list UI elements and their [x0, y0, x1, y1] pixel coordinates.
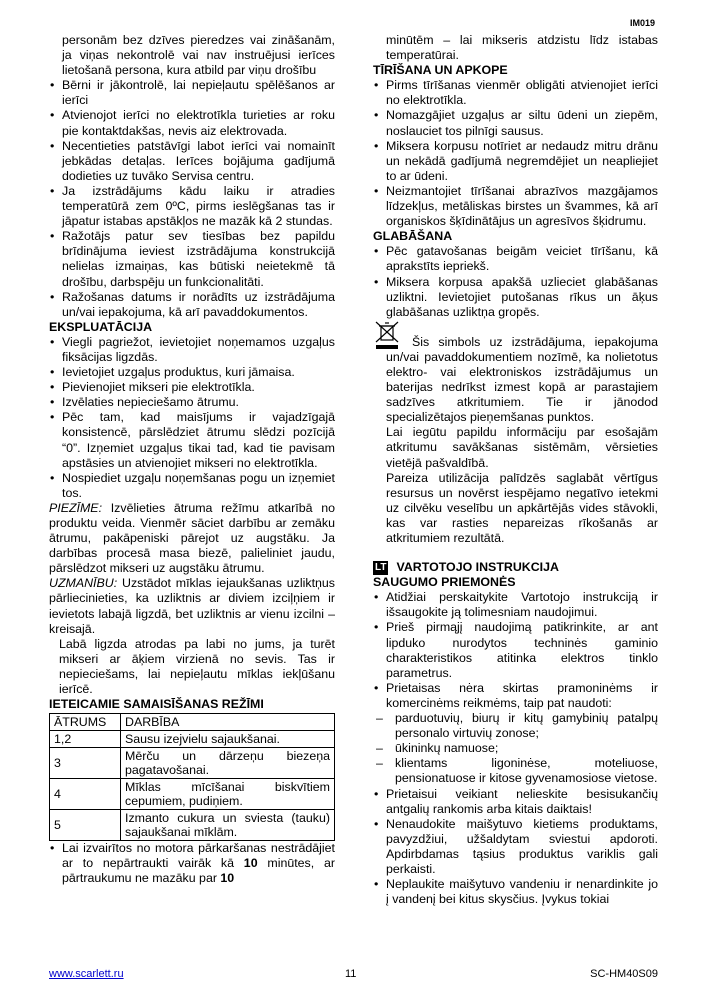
safety-list	[49, 78, 335, 320]
list-item: • Prieš pirmąjį naudojimą patikrinkite, ar ant lipduko nurodytos techninės gaminio charakteristikos atitinka elektros tinklo parametrus.	[373, 620, 658, 680]
list-item: • Necentieties patstāvīgi labot ierīci vai nomainīt jebkādas detaļas. Ierīces bojājuma gadījumā dodieties uz tuvāko Servisa centru.	[49, 139, 335, 184]
table-row	[50, 779, 335, 810]
list-item: • Izvēlaties nepieciešamo ātrumu.	[49, 395, 335, 410]
list-item: • Nomazgājiet uzgaļus ar siltu ūdeni un ziepēm, noslauciet tos pilnīgi sausus.	[373, 108, 658, 138]
table-cell: Mīklas mīcīšanai biskvītiem cepumiem, pudiņiem.	[121, 779, 335, 810]
page-number: 11	[345, 968, 357, 980]
crossed-bin-icon	[373, 320, 401, 350]
table-cell: 5	[50, 810, 121, 841]
overheat-text-a: Lai izvairītos no motora pārkaršanas nestrādājiet ar to nepārtraukti vairāk kā	[62, 841, 335, 871]
lt-language-badge: LT	[375, 561, 387, 573]
list-item: • Atidžiai perskaitykite Vartotojo instrukciją ir išsaugokite ją tolimesniam naudojimui.	[373, 590, 658, 620]
note-text: Izvēlieties ātruma režīmu atkarībā no produktu veida. Vienmēr sāciet darbību ar zemāku ātrumu, pakāpeniski pārejot uz augstāku. Ja darbības procesā masa biezē, palieliniet jaudu, pārslēdzot mikseri uz augstāku ātrumu.	[49, 500, 335, 576]
overheat-list-item	[49, 841, 335, 886]
list-item: • Neplaukite maišytuvo vandeniu ir nenardinkite jo į vandenį bei kitus skysčius. Įvykus tokiai	[373, 877, 658, 907]
table-cell: 4	[50, 779, 121, 810]
table-cell: Sausu izejvielu sajaukšanai.	[121, 731, 335, 748]
table-cell: Mērču un dārzeņu biezeņa pagatavošanai.	[121, 748, 335, 779]
table-cell: 1,2	[50, 731, 121, 748]
section-heading-storage: GLABĀŠANA	[373, 229, 453, 244]
list-item: • Pirms tīrīšanas vienmēr obligāti atvienojiet ierīci no elektrotīkla.	[373, 78, 658, 108]
left-column	[49, 33, 335, 887]
intro-paragraph: personām bez dzīves pieredzes vai zināšanām, ja viņas nekontrolē vai nav instruējusi ierīces lietošanā persona, kura atbild par viņu drošību	[62, 33, 335, 78]
list-item: • Miksera korpusu notīriet ar nedaudz mitru drānu un nekādā gadījumā negremdējiet un neapliejiet to ar ūdeni.	[373, 139, 658, 184]
website-link[interactable]: www.scarlett.ru	[49, 968, 124, 980]
section-heading-usage: EKSPLUATĀCIJA	[49, 319, 153, 334]
list-item: • Prietaisas nėra skirtas pramoninėms ir komercinėms reikmėms, taip pat naudoti:	[373, 681, 658, 711]
lt-safety-list	[373, 590, 658, 907]
weee-paragraph: Šis simbols uz izstrādājuma, iepakojuma un/vai pavaddokumentiem nozīmē, ka nolietotus elektro- vai elektroniskos izstrādājumus un baterijas nedrīkst izmest kopā ar parastajiem sadzīves atkritumiem. Tie ir jānodod specializētajos pieņemšanas punktos.	[386, 334, 658, 425]
document-code: IM019	[629, 18, 655, 28]
list-item: • Ražotājs patur sev tiesības bez papildu brīdinājuma ieviest izstrādājuma konstrukcijā nelielas izmaiņas, kas būtiski neietekmē tā drošību, darbspēju un funkcionalitāti.	[49, 229, 335, 289]
list-item: • Ievietojiet uzgaļus produktus, kuri jāmaisa.	[49, 365, 335, 380]
list-item: • Pievienojiet mikseri pie elektrotīkla.	[49, 380, 335, 395]
table-row	[50, 748, 335, 779]
list-item: • Miksera korpusa apakšā uzlieciet glabāšanas uzliktni. Ievietojiet putošanas rīkus un āķus glabāšanas uzliktņa gropēs.	[373, 275, 658, 320]
caution-text: Uzstādot mīklas iejaukšanas uzliktņus pārliecinieties, ka uzliktnis ar diviem izciļņiem ir ievietots labajā ligzdā, bet uzliktnis ar vienu izcilni – kreisajā.	[49, 576, 335, 636]
dash-item: – ūkininkų namuose;	[373, 741, 658, 756]
model-number: SC-HM40S09	[590, 968, 658, 980]
list-item: • Ražošanas datums ir norādīts uz izstrādājuma un/vai iepakojuma, kā arī pavaddokumentos.	[49, 290, 335, 320]
table-cell: Izmanto cukura un sviesta (tauku) sajaukšanai mīklām.	[121, 810, 335, 841]
list-item: • Pēc gatavošanas beigām veiciet tīrīšanu, kā aprakstīts iepriekš.	[373, 244, 658, 274]
table-header-action: DARBĪBA	[121, 714, 335, 731]
table-row	[50, 810, 335, 841]
section-heading-modes: IETEICAMIE SAMAISĪŠANAS REŽĪMI	[49, 697, 264, 712]
caution-paragraph	[49, 576, 335, 636]
dash-item: – klientams ligoninėse, moteliuose, pensionatuose ir kitose gyvenamosiose vietose.	[373, 756, 658, 786]
section-heading-cleaning: TĪRĪŠANA UN APKOPE	[373, 63, 508, 78]
modes-table	[49, 713, 335, 841]
caution-label: UZMANĪBU:	[49, 576, 118, 591]
continued-paragraph: minūtēm – lai mikseris atdzistu līdz istabas temperatūrai.	[386, 33, 658, 63]
caution-paragraph-2: Labā ligzda atrodas pa labi no jums, ja turēt mikseri ar āķiem virzienā no sevis. Tas ir nepieciešams, lai nepieļautu mīklas iekļūšanu ierīcē.	[59, 636, 335, 697]
right-column	[373, 33, 658, 907]
table-cell: 3	[50, 748, 121, 779]
list-item: • Ja izstrādājums kādu laiku ir atradies temperatūrā zem 0ºC, pirms ieslēgšanas tas ir jāpatur istabas apstākļos ne mazāk kā 2 stundas.	[49, 184, 335, 229]
list-item: • Nenaudokite maišytuvo kietiems produktams, pavyzdžiui, užšaldytam sviestui apdoroti. Apdirbdamas tąsius produktus variklis gali perkaisti.	[373, 817, 658, 877]
table-row	[50, 731, 335, 748]
lt-safety-heading: SAUGUMO PRIEMONĖS	[373, 575, 516, 590]
list-item: • Neizmantojiet tīrīšanai abrazīvos mazgājamos līdzekļus, metāliskas birstes un švammes, kā arī organiskos šķīdinātājus un agresīvos šķidrumu.	[373, 184, 658, 229]
note-paragraph	[49, 501, 335, 576]
recycling-paragraph: Pareiza utilizācija palīdzēs saglabāt vērtīgus resursus un novērst iespējamo negatīvo ietekmi uz cilvēku veselību un apkārtējās vides stāvokli, kas var rasties nepareizas rīkošanās ar atkritumiem rezultātā.	[386, 470, 658, 545]
overheat-minutes-1: 10	[243, 856, 258, 871]
note-label: PIEZĪME:	[49, 500, 103, 515]
overheat-minutes-2: 10	[220, 871, 235, 886]
list-item: • Prietaisui veikiant nelieskite besisukančių antgalių rankomis arba kitais daiktais!	[373, 787, 658, 817]
table-header-row	[50, 714, 335, 731]
list-item: • Nospiediet uzgaļu noņemšanas pogu un izņemiet tos.	[49, 471, 335, 501]
info-paragraph: Lai iegūtu papildu informāciju par esošajām atkritumu savākšanas sistēmām, vērsieties vietējā pašvaldībā.	[386, 425, 658, 470]
lt-section-title	[373, 560, 658, 575]
lt-title: VARTOTOJO INSTRUKCIJA	[396, 560, 559, 575]
usage-list	[49, 335, 335, 501]
cleaning-list	[373, 78, 658, 229]
page-footer	[49, 967, 658, 983]
list-item: • Bērni ir jākontrolē, lai nepieļautu spēlēšanos ar ierīci	[49, 78, 335, 108]
dash-item: – parduotuvių, biurų ir kitų gamybinių patalpų personalo virtuvių zonose;	[373, 711, 658, 741]
list-item: • Pēc tam, kad maisījums ir vajadzīgajā konsistencē, pārslēdziet ātrumu slēdzi pozīcijā “0”. Izņemiet uzgaļus tikai tad, kad tie pavisam apstāsies un atvienojiet mikseri no elektrotīkla.	[49, 410, 335, 470]
overheat-text-b: minūtes, ar pārtraukumu ne mazāku par	[62, 856, 335, 886]
list-item: • Atvienojot ierīci no elektrotīkla turieties ar roku pie kontaktdakšas, nevis aiz elektrovada.	[49, 108, 335, 138]
storage-list	[373, 244, 658, 319]
list-item: • Viegli pagriežot, ievietojiet noņemamos uzgaļus fiksācijas ligzdās.	[49, 335, 335, 365]
table-header-speed: ĀTRUMS	[50, 714, 121, 731]
